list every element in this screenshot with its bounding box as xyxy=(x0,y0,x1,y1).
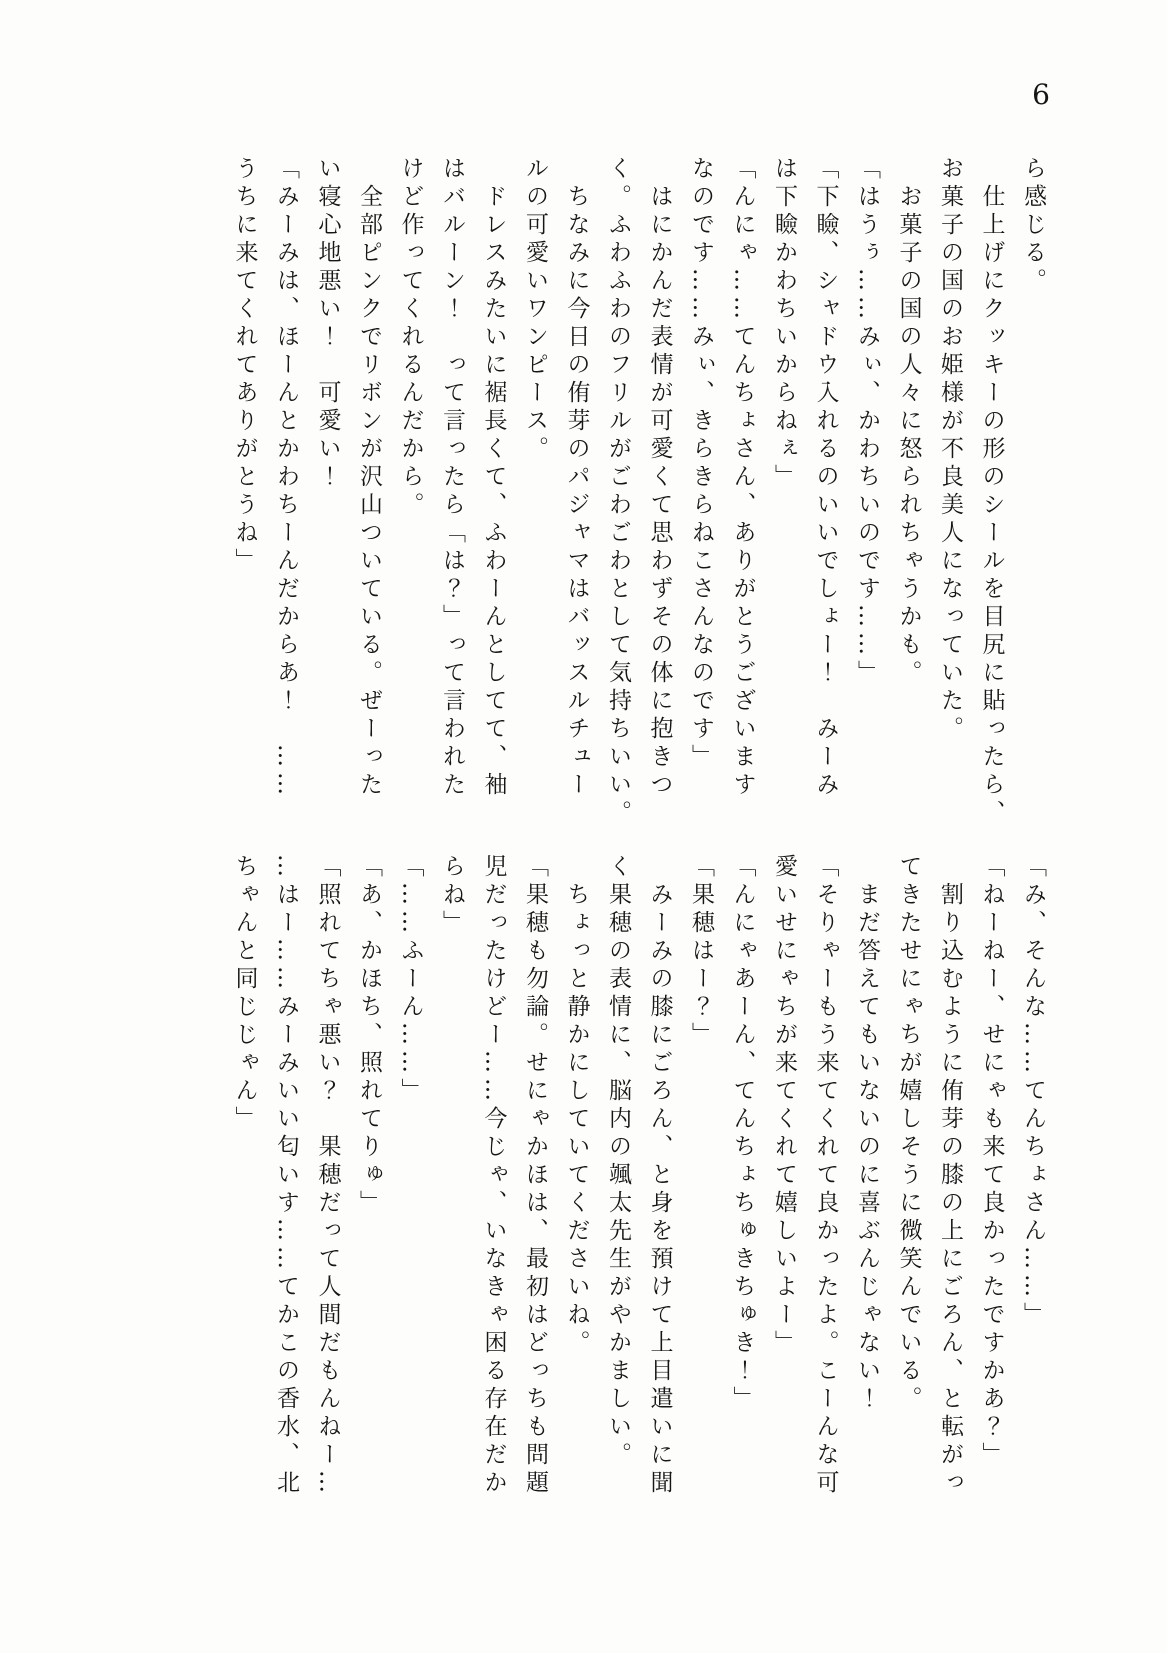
text-column: まだ答えてもいないのに喜ぶんじゃない！ xyxy=(854,854,880,1414)
text-column: うちに来てくれてありがとうね」 xyxy=(231,156,258,576)
page-number: 6 xyxy=(1032,78,1050,111)
text-column: お菓子の国の人々に怒られちゃうかも。 xyxy=(895,156,922,688)
text-column: 「照れてちゃ悪い？ 果穂だって人間だもんねー… xyxy=(314,854,341,1498)
text-tier-bottom xyxy=(213,854,1053,1514)
text-column: ちゃんと同じじゃん」 xyxy=(231,854,258,1134)
text-column: い寝心地悪い！ 可愛い！ xyxy=(314,156,341,492)
text-column: は下瞼かわちいからねぇ」 xyxy=(771,156,797,492)
text-column: みーみの膝にごろん、と身を預けて上目遣いに聞 xyxy=(646,854,673,1498)
text-column: 「んにゃ……てんちょさん、ありがとうございます xyxy=(729,156,756,800)
text-column: てきたせにゃちが嬉しそうに微笑んでいる。 xyxy=(895,854,922,1414)
text-column: 「果穂はー？」 xyxy=(688,854,714,1050)
text-column: ちょっと静かにしていてくださいね。 xyxy=(563,854,590,1358)
text-column: はバルーン！ って言ったら「は？」って言われた xyxy=(439,156,465,800)
text-column: 「……ふーん……」 xyxy=(397,854,424,1106)
text-column: 「はうぅ……みぃ、かわちいのです……」 xyxy=(854,156,880,688)
text-column: 「果穂も勿論。せにゃかほは、最初はどっちも問題 xyxy=(522,854,548,1498)
text-column: けど作ってくれるんだから。 xyxy=(397,156,424,520)
text-column: 全部ピンクでリボンが沢山ついている。ぜーった xyxy=(356,156,382,800)
text-column: ドレスみたいに裾長くて、ふわーんとしてて、袖 xyxy=(480,156,507,800)
text-column: 仕上げにクッキーの形のシールを目尻に貼ったら、 xyxy=(978,156,1005,828)
text-column: く。ふわふわのフリルがごわごわとして気持ちいい。 xyxy=(605,156,631,828)
text-column: お菓子の国のお姫様が不良美人になっていた。 xyxy=(937,156,963,744)
text-column: 「そりゃーもう来てくれて良かったよ。こーんな可 xyxy=(812,854,839,1498)
text-column: ルの可愛いワンピース。 xyxy=(522,156,548,464)
text-column: なのです……みぃ、きらきらねこさんなのです」 xyxy=(688,156,714,772)
text-column: 「下瞼、シャドウ入れるのいいでしょー！ みーみ xyxy=(812,156,839,800)
text-column: ちなみに今日の侑芽のパジャマはバッスルチュー xyxy=(563,156,590,800)
text-column: 「みーみは、ほーんとかわちーんだからあ！ …… xyxy=(273,156,299,800)
text-column: 「み、そんな……てんちょさん……」 xyxy=(1020,854,1046,1330)
text-column: 割り込むように侑芽の膝の上にごろん、と転がっ xyxy=(937,854,963,1498)
text-column: …はー……みーみいい匂いす……てかこの香水、北 xyxy=(273,854,299,1498)
text-column: はにかんだ表情が可愛くて思わずその体に抱きつ xyxy=(646,156,673,800)
text-column: 「ねーねー、せにゃも来て良かったですかあ？」 xyxy=(978,854,1005,1470)
text-column: 愛いせにゃちが来てくれて嬉しいよー」 xyxy=(771,854,797,1358)
text-tier-top xyxy=(213,156,1053,846)
text-column: らね」 xyxy=(439,854,465,938)
text-column: く果穂の表情に、脳内の颯太先生がやかましい。 xyxy=(605,854,631,1470)
text-column: 児だったけどー……今じゃ、いなきゃ困る存在だか xyxy=(480,854,507,1498)
text-column: 「あ、かほち、照れてりゅ」 xyxy=(356,854,382,1218)
text-column: 「んにゃあーん、てんちょちゅきちゅき！」 xyxy=(729,854,756,1414)
text-column: ら感じる。 xyxy=(1020,156,1046,296)
